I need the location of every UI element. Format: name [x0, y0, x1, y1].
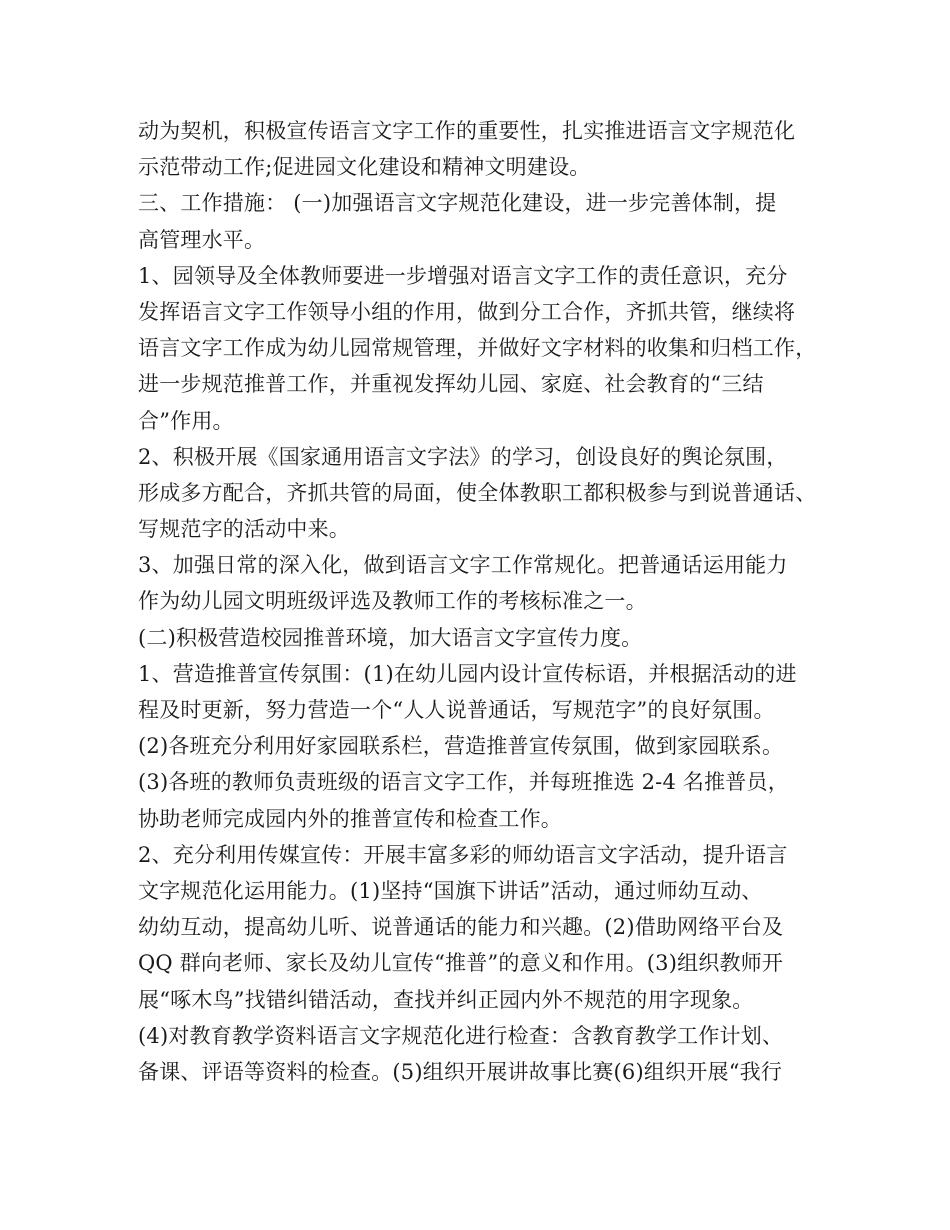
text-line: 协助老师完成园内外的推普宣传和检查工作。 [138, 806, 562, 831]
text-line: (4)对教育教学资料语言文字规范化进行检查：含教育教学工作计划、 [138, 1023, 784, 1048]
text-line: 2、充分利用传媒宣传：开展丰富多彩的师幼语言文字活动，提升语言 [138, 842, 788, 867]
text-line: 高管理水平。 [138, 227, 266, 252]
text-line: 幼幼互动，提高幼儿听、说普通话的能力和兴趣。(2)借助网络平台及 [138, 915, 784, 940]
text-line: 1、营造推普宣传氛围：(1)在幼儿园内设计宣传标语，并根据活动的进 [138, 661, 797, 686]
text-line: 程及时更新，努力营造一个“人人说普通话，写规范字”的良好氛围。 [138, 698, 775, 722]
text-line: 1、园领导及全体教师要进一步增强对语言文字工作的责任意识，充分 [138, 263, 788, 288]
text-line: 合”作用。 [138, 408, 234, 433]
section-heading-line: 三、工作措施： (一)加强语言文字规范化建设，进一步完善体制，提 [138, 191, 777, 216]
text-line: 作为幼儿园文明班级评选及教师工作的考核标准之一。 [138, 589, 647, 614]
text-line: 语言文字工作成为幼儿园常规管理，并做好文字材料的收集和归档工作， [138, 336, 817, 361]
text-line: 文字规范化运用能力。(1)坚持“国旗下讲话”活动，通过师幼互动、 [138, 878, 763, 903]
section-heading-line: (二)积极营造校园推普环境，加大语言文字宣传力度。 [138, 625, 643, 650]
text-line: 3、加强日常的深入化，做到语言文字工作常规化。把普通话运用能力 [138, 553, 788, 578]
text-line: 2、积极开展《国家通用语言文字法》的学习，创设良好的舆论氛围， [138, 444, 788, 469]
text-line: 示范带动工作;促进园文化建设和精神文明建设。 [138, 155, 591, 180]
text-line: (2)各班充分利用好家园联系栏，营造推普宣传氛围，做到家园联系。 [138, 734, 784, 759]
text-line: 动为契机，积极宣传语言文字工作的重要性，扎实推进语言文字规范化 [138, 119, 796, 143]
text-line: 进一步规范推普工作，并重视发挥幼儿园、家庭、社会教育的“三结 [138, 372, 764, 397]
text-line: 写规范字的活动中来。 [138, 517, 350, 542]
text-line: 展“啄木鸟”找错纠错活动，查找并纠正园内外不规范的用字现象。 [138, 987, 754, 1012]
text-line: (3)各班的教师负责班级的语言文字工作，并每班推选 2-4 名推普员， [138, 770, 789, 795]
document-body-text [138, 113, 828, 1090]
text-line: 形成多方配合，齐抓共管的局面，使全体教职工都积极参与到说普通话、 [138, 480, 817, 505]
text-line: 发挥语言文字工作领导小组的作用，做到分工合作，齐抓共管，继续将 [138, 299, 796, 324]
text-line: QQ 群向老师、家长及幼儿宣传“推普”的意义和作用。(3)组织教师开 [138, 951, 784, 976]
text-line: 备课、评语等资料的检查。(5)组织开展讲故事比赛(6)组织开展“我行 [138, 1059, 783, 1084]
